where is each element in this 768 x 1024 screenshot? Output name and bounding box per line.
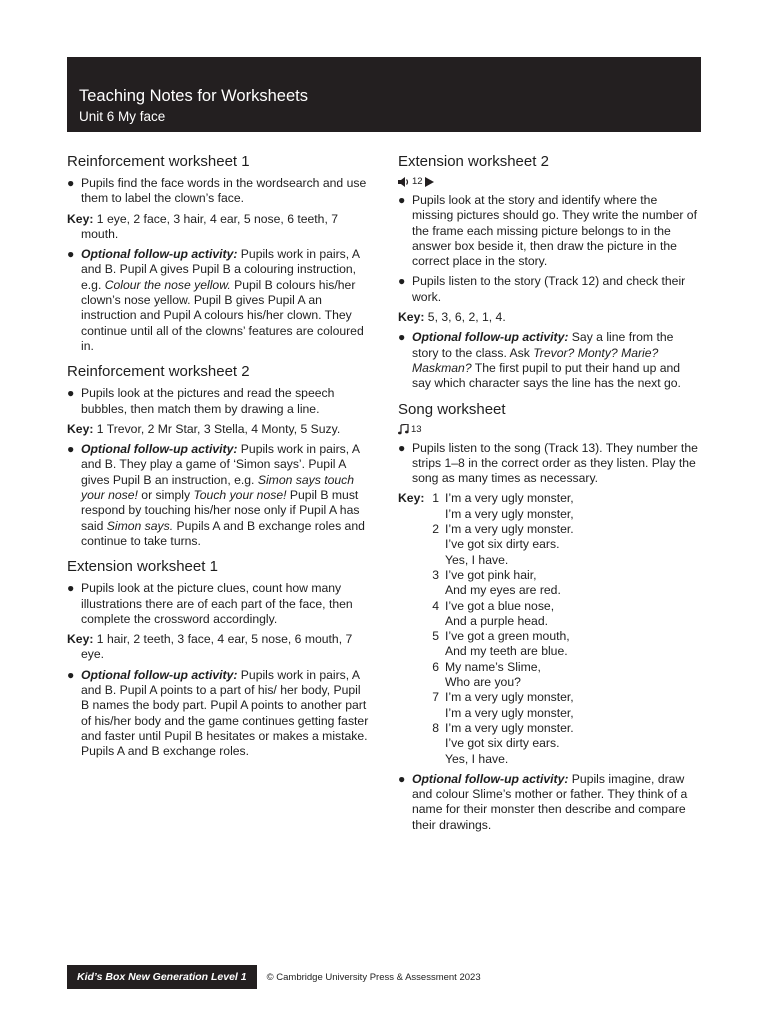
lyric-line: Yes, I have. (445, 751, 509, 766)
page-header (67, 57, 701, 132)
answer-key: Key: 5, 3, 6, 2, 1, 4. (398, 310, 506, 325)
bullet-item: ● Pupils listen to the song (Track 13). They number the strips 1–8 in the correct order as they listen. Play the song as many times as necessary. (398, 440, 698, 486)
bullet-item: ● Pupils look at the story and identify where the missing pictures should go. They write the number of the frame each missing picture belongs to in the answer box beside it, then draw the picture in the correct place in the story. (398, 193, 697, 269)
verse-lines (445, 599, 554, 630)
section-heading: Song worksheet (398, 400, 506, 418)
bullet-icon: ● (67, 386, 75, 401)
bullet-item: ● Pupils find the face words in the wordsearch and use them to label the clown’s face. (67, 176, 367, 206)
bullet-icon: ● (67, 667, 75, 682)
verse-number: 5 (432, 629, 439, 644)
copyright: © Cambridge University Press & Assessment 2023 (266, 971, 481, 983)
lyric-line: Who are you? (445, 675, 521, 690)
bullet-item: ● Pupils look at the picture clues, count how many illustrations there are of each part of the face, then complete the crossword accordingly. (67, 581, 353, 626)
verse-number: 6 (432, 659, 439, 674)
song-verse (426, 660, 574, 691)
section-heading: Extension worksheet 1 (67, 558, 218, 576)
bullet-item: ● Pupils look at the pictures and read the speech bubbles, then match them by drawing a line. (67, 386, 335, 416)
answer-key: Key: 1 Trevor, 2 Mr Star, 3 Stella, 4 Monty, 5 Suzy. (67, 421, 341, 436)
lyric-line: And my teeth are blue. (445, 644, 568, 659)
lyric-line: My name’s Slime, (445, 659, 541, 674)
left-column (67, 153, 370, 769)
section-heading: Reinforcement worksheet 2 (67, 363, 250, 381)
track-number: 12 (412, 176, 423, 188)
series-badge: Kid’s Box New Generation Level 1 (67, 965, 257, 989)
song-verse (426, 690, 574, 721)
lyric-line: I’ve got pink hair, (445, 567, 537, 582)
lyric-line: I’m a very ugly monster, (445, 506, 574, 521)
optional-activity: ● Optional follow-up activity: Pupils work in pairs, A and B. They play a game of ‘Simon says’. Pupil A gives Pupil B an instruction, e.g. Simon says touch your nose! or simply Touch your nose! Pupil B must respond by touching his/her nose only if Pupil A has said Simon says. Pupils A and B exchange roles and continue to take turns. (67, 442, 365, 548)
verse-lines (445, 660, 541, 691)
bullet-icon: ● (67, 176, 75, 190)
lyric-line: I’m a very ugly monster. (445, 720, 574, 735)
song-verse (426, 491, 574, 522)
lyric-line: I’m a very ugly monster. (445, 522, 574, 537)
verse-lines (445, 522, 574, 568)
lyric-line: And my eyes are red. (445, 583, 561, 598)
bullet-icon: ● (398, 440, 406, 455)
verse-lines (445, 568, 561, 599)
lyric-line: I’m a very ugly monster, (445, 690, 574, 705)
verse-number: 7 (432, 690, 439, 705)
lyric-line: I’ve got six dirty ears. (445, 537, 560, 552)
verse-number: 4 (432, 598, 439, 613)
lyric-line: Yes, I have. (445, 552, 509, 567)
song-verse (426, 522, 574, 568)
speaker-icon (398, 177, 410, 187)
right-column (398, 153, 701, 842)
song-verse (426, 629, 574, 660)
verse-lines (445, 629, 570, 660)
extension-worksheet-1 (67, 558, 370, 759)
bullet-icon: ● (67, 581, 75, 596)
song-answer-key (398, 491, 701, 766)
page-footer (67, 965, 481, 989)
answer-key: Key: 1 eye, 2 face, 3 hair, 4 ear, 5 nose, 6 teeth, 7 mouth. (67, 211, 339, 241)
optional-activity: ● Optional follow-up activity: Pupils work in pairs, A and B. Pupil A points to a part of his/ her body, Pupil B names the body part. Pupil A points to another part of his/her body and the game continues getting faster and faster until Pupil B hesitates or makes a mistake. Pupils A and B exchange roles. (67, 667, 369, 759)
lyric-line: I’m a very ugly monster, (445, 491, 574, 506)
key-label: Key: (398, 491, 425, 506)
reinforcement-worksheet-1 (67, 153, 370, 354)
song-verses (426, 491, 574, 766)
lyric-line: And a purple head. (445, 613, 548, 628)
lyric-line: I’ve got a blue nose, (445, 598, 555, 613)
verse-lines (445, 491, 574, 522)
section-heading: Reinforcement worksheet 1 (67, 153, 250, 170)
optional-activity: ● Optional follow-up activity: Pupils work in pairs, A and B. Pupil A gives Pupil B a colouring instruction, e.g. Colour the nose yellow. Pupil B colours his/her clown’s nose yellow. Pupil B gives Pupil A an instruction and Pupil A colours his/her clown. They continue until all of the clowns’ features are coloured in. (67, 247, 364, 353)
bullet-icon: ● (398, 274, 406, 289)
lyric-line: I’ve got six dirty ears. (445, 736, 560, 751)
song-verse (426, 599, 574, 630)
verse-number: 8 (432, 720, 439, 735)
verse-lines (445, 721, 574, 767)
bullet-item: ● Pupils listen to the story (Track 12) and check their work. (398, 274, 686, 304)
verse-number: 3 (432, 567, 439, 582)
optional-activity: ● Optional follow-up activity: Pupils imagine, draw and colour Slime’s mother or father. They think of a name for their monster then describe and compare their drawings. (398, 771, 688, 832)
lyric-line: I’ve got a green mouth, (445, 629, 570, 644)
bullet-icon: ● (398, 193, 406, 207)
song-verse (426, 721, 574, 767)
page-title: Teaching Notes for Worksheets (79, 87, 308, 105)
bullet-icon: ● (67, 442, 75, 457)
verse-number: 2 (432, 522, 439, 537)
bullet-icon: ● (398, 330, 406, 345)
lyric-line: I’m a very ugly monster, (445, 705, 574, 720)
verse-number: 1 (432, 491, 439, 506)
answer-key: Key: 1 hair, 2 teeth, 3 face, 4 ear, 5 nose, 6 mouth, 7 eye. (67, 632, 353, 662)
reinforcement-worksheet-2 (67, 363, 370, 549)
bullet-icon: ● (67, 247, 75, 262)
play-icon (425, 177, 434, 187)
bullet-icon: ● (398, 771, 406, 786)
song-worksheet (398, 401, 701, 833)
song-verse (426, 568, 574, 599)
audio-track (398, 175, 701, 189)
page-subtitle: Unit 6 My face (79, 109, 166, 124)
track-number: 13 (411, 423, 422, 435)
optional-activity: ● Optional follow-up activity: Say a line from the story to the class. Ask Trevor? Monty? Marie? Maskman? The first pupil to put their hand up and say which character says the line has the next go. (398, 330, 681, 391)
audio-track (398, 423, 701, 437)
section-heading: Extension worksheet 2 (398, 153, 549, 170)
verse-lines (445, 690, 574, 721)
extension-worksheet-2 (398, 153, 701, 392)
music-note-icon (398, 424, 409, 435)
